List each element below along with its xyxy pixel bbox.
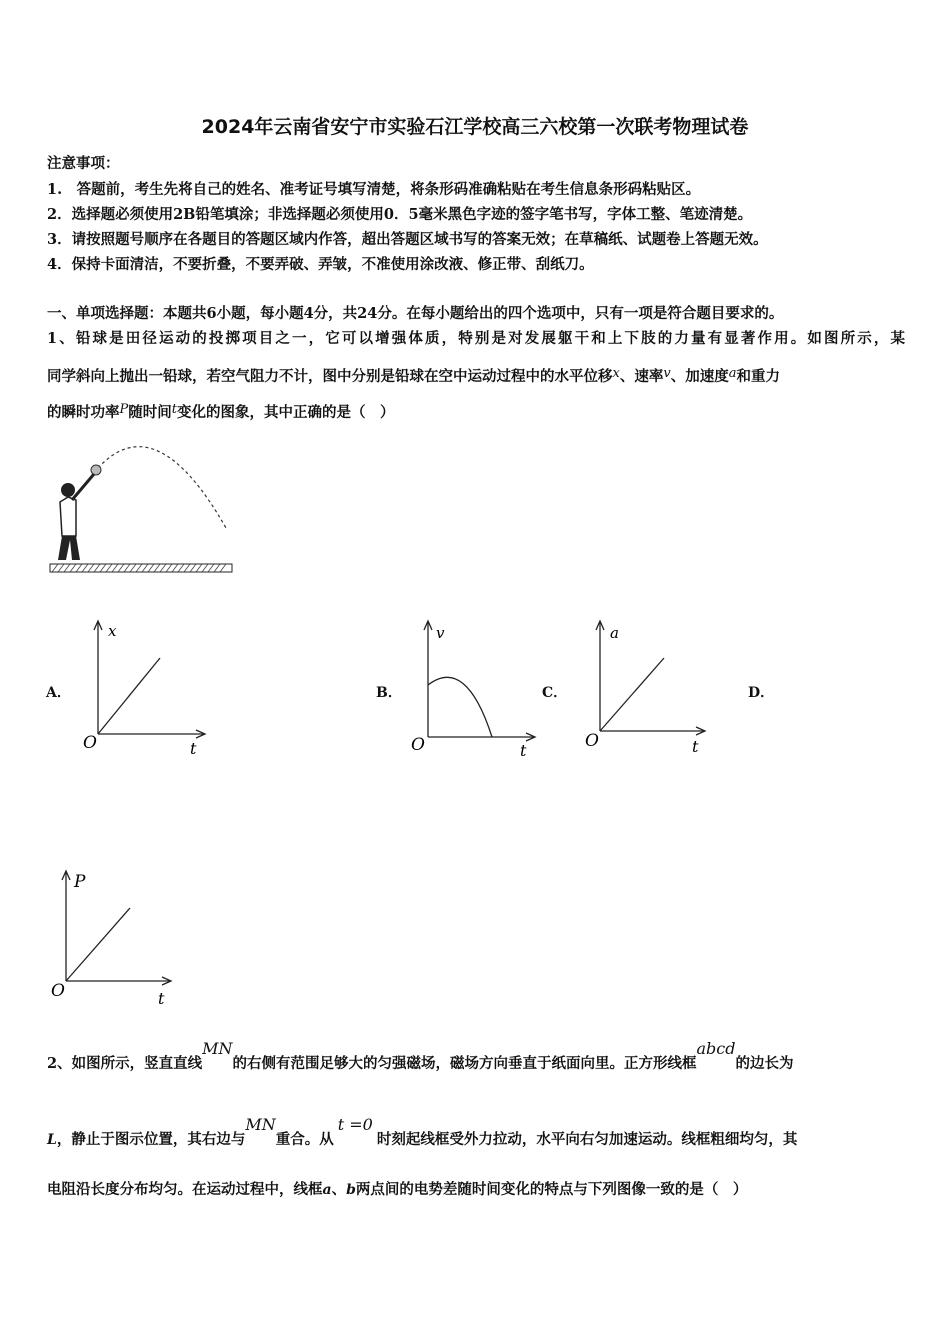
var-MN-2: MN: [245, 1115, 276, 1134]
option-c-ylabel: a: [610, 624, 619, 642]
var-L: L: [47, 1132, 57, 1148]
var-a: a: [728, 366, 737, 381]
q2-line1: 2、如图所示，竖直直线MN的右侧有范围足够大的匀强磁场，磁场方向垂直于纸面向里。正方形线框abcd的边长为: [47, 1039, 794, 1072]
var-t: t: [171, 402, 177, 417]
q1-line2: 同学斜向上抛出一铅球，若空气阻力不计，图中分别是铅球在空中运动过程中的水平位移x、速率v、加速度a和重力: [47, 366, 780, 385]
option-b-graph: [408, 618, 538, 758]
option-c-label[interactable]: C．: [542, 685, 568, 701]
option-a-origin: O: [83, 733, 97, 753]
var-b-point: b: [346, 1182, 356, 1198]
option-a-xlabel: t: [190, 739, 197, 758]
option-a-graph: [78, 618, 208, 758]
notice-item-1: 1. 答题前，考生先将自己的姓名、准考证号填写清楚，将条形码准确粘贴在考生信息条形码粘贴区。: [47, 181, 701, 198]
notice-item-2: 2．选择题必须使用2B铅笔填涂；非选择题必须使用0．5毫米黑色字迹的签字笔书写，字体工整、笔迹清楚。: [47, 206, 753, 223]
option-c-origin: O: [585, 731, 599, 751]
notice-heading: 注意事项：: [47, 155, 120, 172]
option-b-label[interactable]: B．: [376, 685, 402, 701]
option-b-xlabel: t: [520, 741, 527, 758]
option-c-graph: [582, 618, 712, 758]
var-a-point: a: [322, 1182, 332, 1198]
q1-line3: 的瞬时功率P随时间t变化的图象，其中正确的是（ ）: [47, 402, 395, 421]
q2-line3: 电阻沿长度分布均匀。在运动过程中，线框a、b两点间的电势差随时间变化的特点与下列图像一致的是（ ）: [47, 1181, 748, 1198]
var-v: v: [663, 366, 671, 381]
option-c-xlabel: t: [692, 737, 699, 756]
option-d-xlabel: t: [158, 989, 165, 1008]
option-b-origin: O: [411, 735, 425, 755]
var-t0: t =0: [337, 1115, 373, 1134]
option-d-ylabel: P: [74, 872, 86, 892]
var-abcd: abcd: [696, 1039, 736, 1058]
option-a-label[interactable]: A．: [46, 685, 71, 701]
q2-line2: L，静止于图示位置，其右边与MN重合。从t =0时刻起线框受外力拉动，水平向右匀加速运动。线框粗细均匀，其: [47, 1115, 798, 1148]
page-title: 2024年云南省安宁市实验石江学校高三六校第一次联考物理试卷: [201, 116, 749, 138]
var-P: P: [119, 402, 129, 417]
section1-heading: 一、单项选择题：本题共6小题，每小题4分，共24分。在每小题给出的四个选项中，只有一项是符合题目要求的。: [47, 305, 784, 322]
var-x: x: [612, 366, 620, 381]
option-b-ylabel: v: [436, 624, 445, 642]
option-a-ylabel: x: [108, 622, 117, 640]
notice-item-3: 3．请按照题号顺序在各题目的答题区域内作答，超出答题区域书写的答案无效；在草稿纸、试题卷上答题无效。: [47, 231, 768, 248]
var-MN: MN: [202, 1039, 233, 1058]
q1-line1: 1、铅球是田径运动的投掷项目之一，它可以增强体质，特别是对发展躯干和上下肢的力量有显著作用。如图所示，某: [47, 330, 905, 347]
shotput-illustration: [46, 440, 236, 580]
option-d-label[interactable]: D．: [748, 685, 775, 701]
notice-item-4: 4．保持卡面清洁，不要折叠，不要弄破、弄皱，不准使用涂改液、修正带、刮纸刀。: [47, 256, 594, 273]
option-d-graph: [48, 868, 178, 1008]
option-d-origin: O: [51, 981, 65, 1001]
